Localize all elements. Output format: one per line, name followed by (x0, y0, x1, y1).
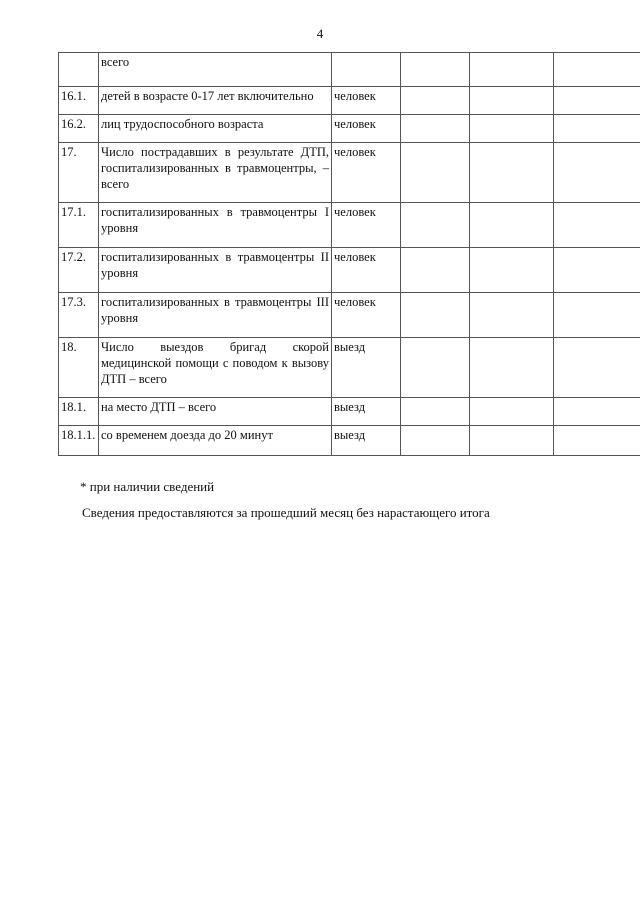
value-cell (470, 426, 554, 456)
value-cell (470, 87, 554, 115)
value-cell (470, 115, 554, 143)
value-cell (554, 143, 640, 203)
table-row (59, 426, 640, 456)
value-cell (554, 87, 640, 115)
indicator-name-cell: детей в возрасте 0-17 лет включительно (99, 87, 332, 115)
table-row (59, 293, 640, 338)
unit-cell (332, 53, 401, 87)
value-cell (470, 293, 554, 338)
unit-cell: человек (332, 115, 401, 143)
indicator-name-cell: Число выездов бригад скорой медицинской помощи с поводом к вызову ДТП – всего (99, 338, 332, 398)
value-cell (470, 248, 554, 293)
value-cell (554, 426, 640, 456)
table-row (59, 143, 640, 203)
value-cell (470, 53, 554, 87)
value-cell (401, 87, 470, 115)
value-cell (401, 398, 470, 426)
value-cell (554, 203, 640, 248)
row-number-cell (59, 53, 99, 87)
value-cell (401, 115, 470, 143)
table-row (59, 203, 640, 248)
value-cell (470, 338, 554, 398)
footnote: * при наличии сведений (80, 479, 215, 494)
unit-cell: выезд (332, 426, 401, 456)
row-number-cell: 16.1. (59, 87, 99, 115)
table-row (59, 53, 640, 87)
value-cell (470, 143, 554, 203)
table-row (59, 248, 640, 293)
value-cell (554, 338, 640, 398)
indicator-name-cell: всего (99, 53, 332, 87)
value-cell (470, 398, 554, 426)
row-number-cell: 18.1.1. (59, 426, 99, 456)
page-number: 4 (316, 26, 324, 41)
indicator-name-cell: госпитализированных в травмоцентры I уровня (99, 203, 332, 248)
value-cell (554, 115, 640, 143)
unit-cell: выезд (332, 398, 401, 426)
indicator-name-cell: лиц трудоспособного возраста (99, 115, 332, 143)
indicator-name-cell: на место ДТП – всего (99, 398, 332, 426)
unit-cell: выезд (332, 338, 401, 398)
statistics-table (58, 52, 640, 456)
indicator-name-cell: Число пострадавших в результате ДТП, госпитализированных в травмоцентры, – всего (99, 143, 332, 203)
table-row (59, 87, 640, 115)
value-cell (401, 53, 470, 87)
value-cell (554, 398, 640, 426)
value-cell (401, 338, 470, 398)
indicator-name-cell: со временем доезда до 20 минут (99, 426, 332, 456)
value-cell (554, 248, 640, 293)
unit-cell: человек (332, 248, 401, 293)
value-cell (401, 203, 470, 248)
table-row (59, 115, 640, 143)
value-cell (554, 53, 640, 87)
unit-cell: человек (332, 293, 401, 338)
row-number-cell: 16.2. (59, 115, 99, 143)
value-cell (401, 426, 470, 456)
row-number-cell: 17.1. (59, 203, 99, 248)
unit-cell: человек (332, 203, 401, 248)
unit-cell: человек (332, 143, 401, 203)
indicator-name-cell: госпитализированных в травмоцентры III уровня (99, 293, 332, 338)
value-cell (401, 293, 470, 338)
row-number-cell: 18. (59, 338, 99, 398)
table-row (59, 398, 640, 426)
unit-cell: человек (332, 87, 401, 115)
row-number-cell: 17.3. (59, 293, 99, 338)
table-row (59, 338, 640, 398)
row-number-cell: 17.2. (59, 248, 99, 293)
row-number-cell: 18.1. (59, 398, 99, 426)
value-cell (554, 293, 640, 338)
value-cell (401, 248, 470, 293)
row-number-cell: 17. (59, 143, 99, 203)
submission-note: Сведения предоставляются за прошедший месяц без нарастающего итога (82, 505, 490, 520)
indicator-name-cell: госпитализированных в травмоцентры II уровня (99, 248, 332, 293)
value-cell (470, 203, 554, 248)
value-cell (401, 143, 470, 203)
